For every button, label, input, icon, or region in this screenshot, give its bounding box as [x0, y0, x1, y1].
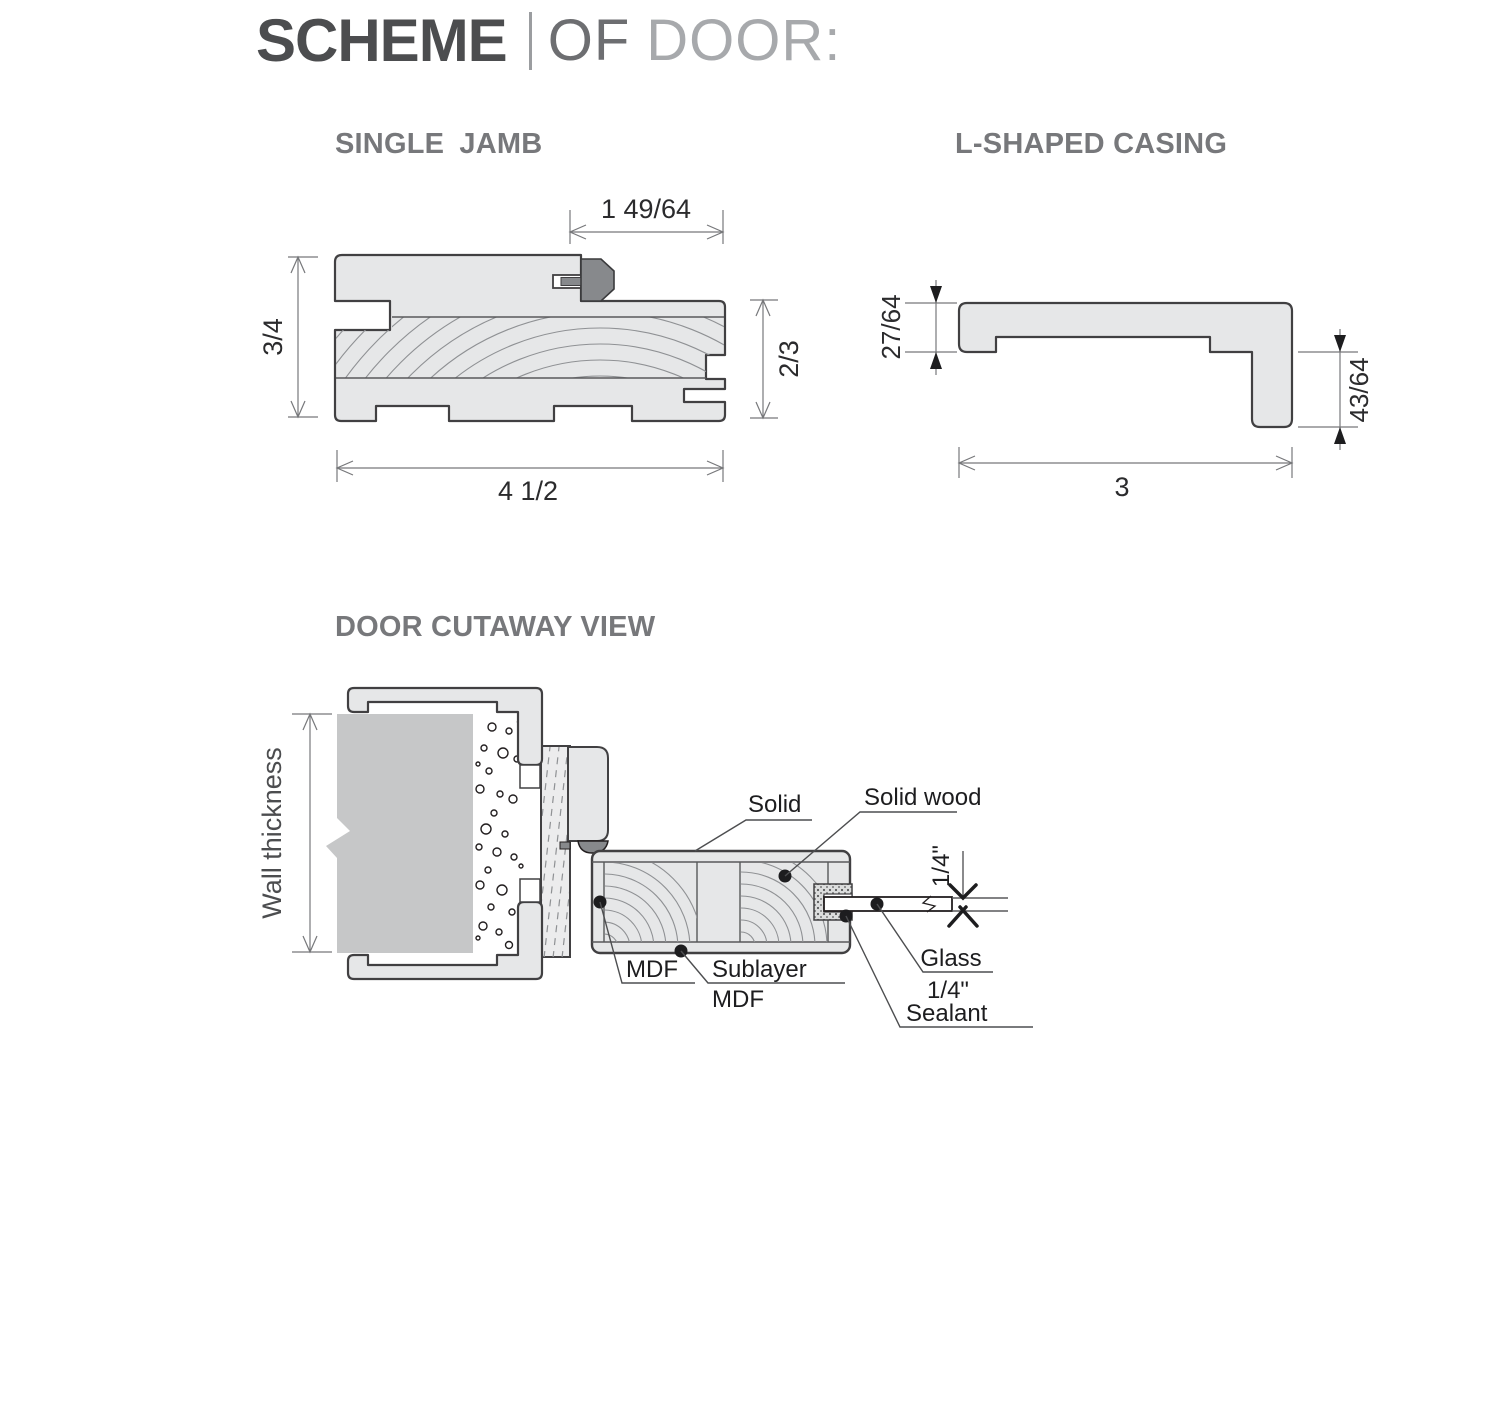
foam-bubbles: [476, 720, 524, 949]
casing-dim-right: [1298, 329, 1374, 450]
glass-dim-value: 1/4": [928, 845, 955, 887]
jamb-dim-bottom-value: 4 1/2: [497, 476, 559, 506]
glass-pane: [824, 897, 952, 911]
casing-profile: [959, 303, 1292, 427]
solid-label: Solid: [748, 791, 802, 818]
sublayer-label-line2: MDF: [712, 986, 764, 1013]
title-primary: SCHEME: [256, 7, 507, 74]
jamb-dim-right: [750, 300, 804, 418]
wall-thickness-label: Wall thickness: [257, 747, 287, 919]
jamb-dim-bottom: [337, 450, 723, 506]
top-casing-groove: [520, 765, 540, 788]
jamb-stop: [568, 747, 608, 841]
jamb-dim-top-value: 1 49/64: [600, 194, 692, 224]
seal-groove: [560, 842, 570, 849]
weatherstrip-tongue: [561, 278, 581, 286]
casing-dim-right-value: 43/64: [1344, 357, 1374, 423]
sublayer-label-line1: Sublayer: [712, 956, 807, 983]
mdf-label: MDF: [626, 956, 678, 983]
jamb-dim-left: [258, 257, 318, 417]
l-casing-diagram: [876, 280, 1374, 502]
casing-dim-bottom: [959, 447, 1292, 502]
jamb-dim-right-value: 2/3: [774, 340, 804, 378]
solid-wood-label: Solid wood: [864, 784, 982, 811]
title-tertiary: DOOR:: [646, 8, 842, 73]
jamb-dim-left-value: 3/4: [258, 318, 288, 356]
door-cutaway-diagram: [257, 688, 1033, 1046]
wall-section: [326, 714, 473, 953]
glass-label-line2: 1/4": [927, 977, 969, 1004]
glass-label-line1: Glass: [920, 945, 982, 972]
l-shaped-casing-heading: L-SHAPED CASING: [955, 128, 1228, 160]
wall-thickness-dim: [257, 714, 332, 952]
jamb-dim-top: [570, 194, 723, 244]
glass-dim: [928, 845, 1008, 926]
title-secondary: OF: [547, 8, 631, 73]
single-jamb-heading: SINGLE JAMB: [335, 128, 543, 160]
weatherstrip-seal-icon: [581, 259, 614, 301]
casing-dim-left: [876, 280, 957, 375]
bottom-casing-groove: [520, 879, 540, 902]
casing-dim-bottom-value: 3: [1114, 472, 1130, 502]
door-cutaway-heading: DOOR CUTAWAY VIEW: [335, 611, 656, 643]
casing-dim-left-value: 27/64: [876, 294, 906, 360]
sealant-label: Sealant: [906, 1000, 988, 1027]
